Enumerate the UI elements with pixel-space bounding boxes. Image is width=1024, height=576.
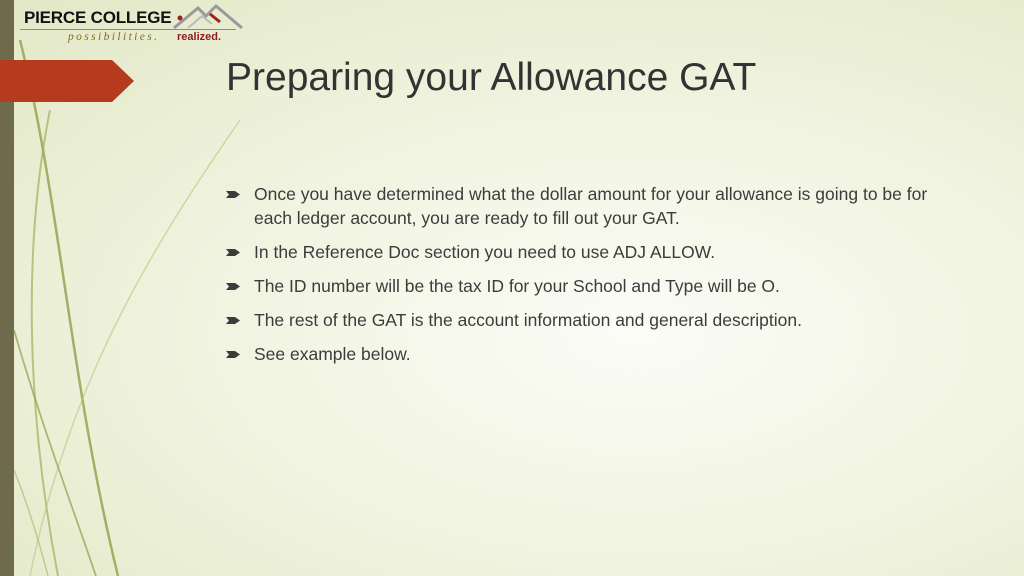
logo-mountain-icon [172, 4, 244, 30]
list-item [226, 308, 966, 332]
arrow-bullet-icon [226, 316, 240, 325]
bullet-text: The rest of the GAT is the account information and general description. [254, 310, 802, 330]
list-item [226, 342, 966, 366]
list-item [226, 240, 966, 264]
bullet-text: Once you have determined what the dollar amount for your allowance is going to be for each ledger account, you are ready to fill out your GAT. [254, 184, 928, 228]
logo-name: PIERCE COLLEGE [24, 8, 172, 27]
pierce-college-logo [20, 4, 250, 46]
bullet-text: The ID number will be the tax ID for your School and Type will be O. [254, 276, 780, 296]
list-item [226, 274, 966, 298]
bullet-list [226, 182, 966, 376]
logo-divider [20, 29, 236, 30]
bullet-text: See example below. [254, 344, 411, 364]
arrow-bullet-icon [226, 248, 240, 257]
logo-tagline-bold: realized. [177, 31, 222, 43]
arrow-bullet-icon [226, 190, 240, 199]
logo-tagline: possibilities. [68, 31, 160, 43]
slide-title: Preparing your Allowance GAT [226, 56, 757, 99]
arrow-bullet-icon [226, 350, 240, 359]
title-accent-tab [0, 60, 134, 102]
bullet-text: In the Reference Doc section you need to use ADJ ALLOW. [254, 242, 716, 262]
arrow-bullet-icon [226, 282, 240, 291]
list-item [226, 182, 966, 230]
